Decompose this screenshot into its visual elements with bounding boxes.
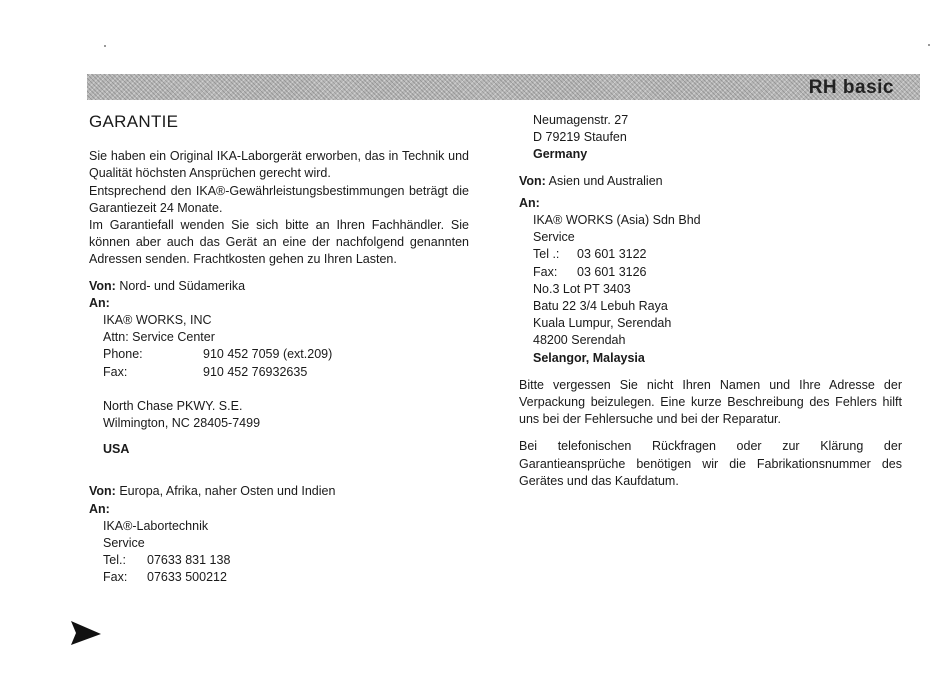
city-line: Wilmington, NC 28405-7499: [103, 416, 261, 431]
scan-speck: [928, 44, 930, 46]
right-column: [519, 112, 902, 490]
from-line: [519, 173, 902, 190]
phone-label: Phone:: [103, 347, 143, 362]
address-line-3: Kuala Lumpur, Serendah: [533, 316, 672, 331]
section-title: GARANTIE: [89, 112, 179, 131]
fax-number: 910 452 76932635: [203, 364, 308, 379]
tel-row: [533, 246, 902, 263]
company-name: IKA® WORKS (Asia) Sdn Bhd: [533, 213, 701, 228]
fax-row: [533, 264, 902, 281]
address-line-4: 48200 Serendah: [533, 333, 626, 348]
from-line: [89, 278, 469, 295]
company-name: IKA® WORKS, INC: [103, 313, 212, 328]
department-line: Service: [103, 536, 145, 551]
company-name: IKA®-Labortechnik: [103, 518, 209, 533]
fax-row: [103, 364, 469, 381]
to-label: An:: [89, 501, 110, 516]
tel-label: Tel.:: [103, 553, 126, 568]
tel-row: [103, 552, 469, 569]
note-paragraph-2: Bei telefonischen Rückfragen oder zur Klärung der Garantieansprüche benötigen wir die Fabrikationsnummer des Gerätes und das Kaufdatum.: [519, 439, 902, 488]
fax-row: [103, 569, 469, 586]
phone-number: 910 452 7059 (ext.209): [203, 347, 333, 362]
address-europe-continued: [519, 112, 902, 164]
arrow-right-icon: [71, 621, 101, 645]
fax-label: Fax:: [533, 264, 558, 279]
to-label: An:: [519, 195, 540, 210]
fax-number: 03 601 3126: [577, 264, 647, 279]
address-europe: [89, 483, 469, 586]
street-line: North Chase PKWY. S.E.: [103, 398, 243, 413]
header-bar: [87, 74, 920, 100]
department-line: Service: [533, 230, 575, 245]
address-line-1: No.3 Lot PT 3403: [533, 281, 631, 296]
attn-line: Attn: Service Center: [103, 330, 215, 345]
intro-paragraph-2: Entsprechend den IKA®-Gewährleistungsbestimmungen beträgt die Garantiezeit 24 Monate.: [89, 183, 469, 215]
from-region: Nord- und Südamerika: [119, 278, 246, 293]
from-label: Von:: [89, 278, 116, 293]
intro-paragraph-1: Sie haben ein Original IKA-Laborgerät erworben, das in Technik und Qualität höchsten Ansprüchen gerecht wird.: [89, 149, 469, 181]
address-america: [89, 278, 469, 459]
country-line: Germany: [533, 147, 588, 162]
street-line: Neumagenstr. 27: [533, 113, 629, 127]
to-label: An:: [89, 295, 110, 310]
country-line: Selangor, Malaysia: [533, 350, 645, 365]
phone-row: [103, 346, 469, 363]
header-title: RH basic: [808, 77, 894, 98]
fax-number: 07633 500212: [147, 570, 227, 585]
intro-paragraph-3: Im Garantiefall wenden Sie sich bitte an Ihren Fachhändler. Sie können aber auch das Gerät an eine der nachfolgend genannten Adressen senden. Frachtkosten gehen zu Ihren Lasten.: [89, 218, 469, 267]
country-line: USA: [103, 442, 130, 457]
fax-label: Fax:: [103, 570, 128, 585]
from-label: Von:: [519, 173, 546, 188]
from-label: Von:: [89, 484, 116, 499]
from-region: Europa, Afrika, naher Osten und Indien: [119, 484, 336, 499]
address-asia: [519, 173, 902, 367]
from-line: [89, 483, 469, 500]
city-line: D 79219 Staufen: [533, 130, 627, 145]
tel-number: 03 601 3122: [577, 247, 647, 262]
from-region: Asien und Australien: [548, 173, 663, 188]
fax-label: Fax:: [103, 364, 128, 379]
left-column: [89, 113, 469, 587]
scan-speck: [104, 45, 106, 47]
tel-label: Tel .:: [533, 247, 560, 262]
address-line-2: Batu 22 3/4 Lebuh Raya: [533, 299, 668, 314]
tel-number: 07633 831 138: [147, 553, 231, 568]
note-paragraph-1: Bitte vergessen Sie nicht Ihren Namen und Ihre Adresse der Verpackung beizulegen. Eine kurze Beschreibung des Fehlers hilft uns bei der Fehlersuche und bei der Reparatur.: [519, 377, 902, 427]
